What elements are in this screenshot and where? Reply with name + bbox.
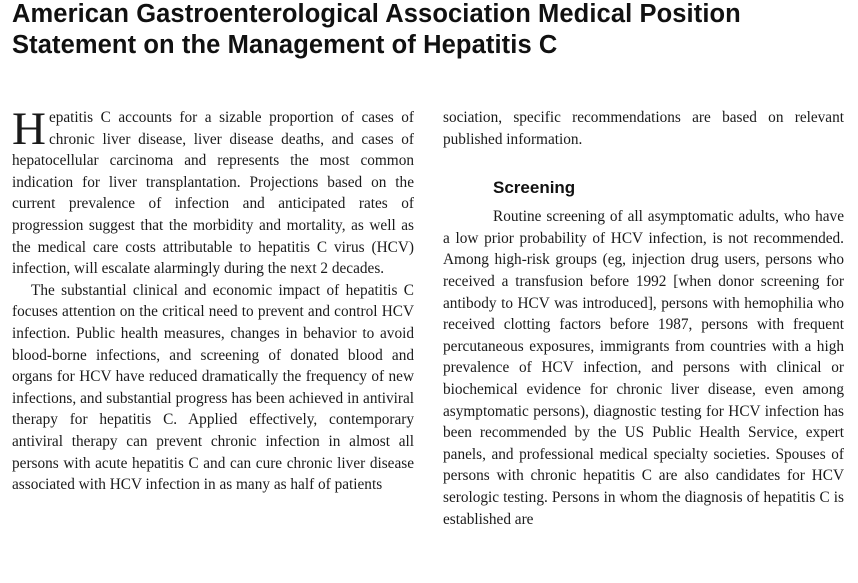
continued-paragraph: sociation, specific recommendations are based on relevant published information. [443,109,844,148]
left-column [12,103,414,496]
impact-paragraph: The substantial clinical and economic impact of hepatitis C focuses attention on the critical need to prevent and control HCV infection. Public health measures, changes in behavior to avoid blood-borne infections, and screening of donated blood and organs for HCV have reduced dramatically the frequency of new infections, and substantial progress has been achieved in antiviral therapy for hepatitis C. Applied effectively, contemporary antiviral therapy can prevent chronic infection in almost all persons with acute hepatitis C and can cure chronic liver disease associated with HCV infection in as many as half of patients [12,281,414,494]
article-title: American Gastroenterological Association Medical Position Statement on the Management of Hepatitis C [12,0,741,59]
right-column [443,107,844,530]
screening-paragraph: Routine screening of all asymptomatic adults, who have a low prior probability of HCV infection, is not recommended. Among high-risk groups (eg, injection drug users, persons who received a transfusion before 1992 [when donor screening for antibody to HCV was introduced], persons with hemophilia who received clotting factors before 1987, persons with frequent percutaneous exposures, immigrants from countries with a high prevalence of HCV infection, and persons with clinical or biochemical evidence for chronic liver disease, even among asymptomatic persons), diagnostic testing for HCV infection has been recommended by the US Public Health Service, expert panels, and professional medical specialty societies. Spouses of persons with chronic hepatitis C are also candidates for HCV serologic testing. Persons in whom the diagnosis of hepatitis C is established are [443,208,844,528]
intro-paragraph-text: epatitis C accounts for a sizable proportion of cases of chronic liver disease, liver disease deaths, and cases of hepatocellular carcinoma and represents the most common indication for liver transplantation. Projections based on the current prevalence of infection and anticipated rates of progression suggest that the morbidity and mortality, as well as the medical care costs attributable to hepatitis C virus (HCV) infection, will escalate alarmingly during the next 2 decades. [12,109,414,278]
section-heading-screening: Screening [493,178,576,198]
intro-paragraph [12,103,414,280]
drop-cap: H [12,103,46,155]
